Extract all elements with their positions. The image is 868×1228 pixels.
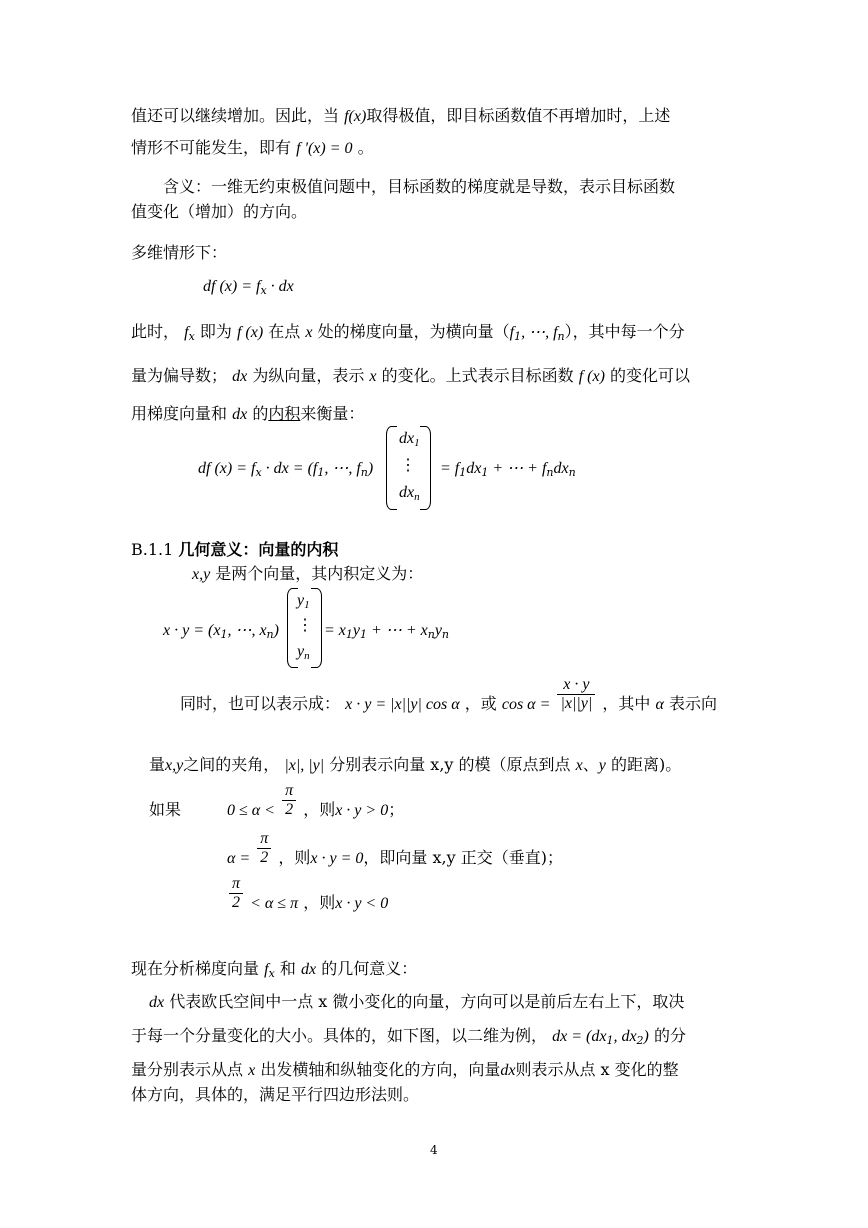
text: 值变化（增加）的方向。 <box>131 202 308 221</box>
text: ，其中 <box>602 694 651 713</box>
math: = f <box>440 460 460 477</box>
math: · dx = (f <box>261 460 318 477</box>
math: |x|, |y| <box>284 757 325 774</box>
fraction <box>557 676 595 713</box>
text: 即为 <box>199 322 232 341</box>
math: dx <box>149 994 165 1011</box>
paragraph-line <box>131 202 307 222</box>
text: ），其中每一个分 <box>564 322 685 341</box>
math: , dx <box>613 1028 637 1045</box>
math-sub: 1 <box>317 466 325 479</box>
text: ，或 <box>464 694 497 713</box>
math: ) <box>367 460 374 477</box>
math: df (x) = f <box>198 460 256 477</box>
text: 。 <box>357 138 374 157</box>
numerator: x · y <box>557 676 595 695</box>
text: 表示向 <box>668 694 717 713</box>
paragraph-line <box>131 106 670 127</box>
math: · dx <box>266 278 294 295</box>
math: x · y = |x||y| cos α <box>345 696 460 713</box>
fraction <box>282 782 296 819</box>
math: dx <box>466 460 482 477</box>
math-sub: 1 <box>345 628 353 641</box>
math: dx = (dx <box>552 1028 607 1045</box>
math: f <box>509 324 515 341</box>
math-sub: n <box>266 628 274 641</box>
paragraph-line <box>131 138 374 159</box>
text: 的 <box>252 404 269 423</box>
equation-df <box>203 276 294 301</box>
paragraph-line <box>131 1060 679 1081</box>
math-sub: 1 <box>360 628 368 641</box>
left-bracket <box>386 426 397 510</box>
math-sub: 1 <box>220 628 228 641</box>
paragraph-line <box>192 564 423 585</box>
text: 则表示从点 x 变化的整 <box>515 1060 679 1079</box>
vector-entry <box>399 430 420 449</box>
section-heading <box>131 540 338 561</box>
text: 的距离)。 <box>610 755 682 774</box>
text: 量分别表示从点 <box>131 1060 244 1079</box>
text: 值还可以继续增加。因此，当 <box>131 106 340 125</box>
math-sub: x <box>268 967 275 980</box>
math: x <box>305 324 313 341</box>
text: 此时， <box>131 322 180 341</box>
math: = x <box>324 622 346 639</box>
equation-rhs <box>324 620 449 645</box>
text: 量为偏导数； <box>131 366 228 385</box>
paragraph-line <box>131 366 690 387</box>
text: 量 <box>149 755 166 774</box>
fraction <box>257 830 271 867</box>
math: cos α = <box>501 696 551 713</box>
text: 含义：一维无约束极值问题中，目标函数的梯度就是导数，表示目标函数 <box>163 177 676 196</box>
math: dx <box>500 1062 516 1079</box>
text: 出发横轴和纵轴变化的方向，向量 <box>260 1060 501 1079</box>
paragraph-line <box>131 959 417 984</box>
equation-lhs <box>198 458 373 483</box>
math-sub: n <box>568 466 576 479</box>
section-title: 几何意义：向量的内积 <box>178 542 339 559</box>
text: 是两个向量，其内积定义为： <box>215 564 424 583</box>
math: x · y > 0 <box>335 802 389 819</box>
math: dx <box>300 961 317 978</box>
math: + ⋯ + f <box>488 460 547 477</box>
math: f (x) <box>578 368 605 385</box>
text: 的分 <box>653 1026 686 1045</box>
math-sub: 1 <box>304 599 310 611</box>
numerator: π <box>229 875 243 894</box>
right-bracket <box>420 426 431 510</box>
math: , ⋯, f <box>521 324 558 341</box>
math: dx <box>232 368 248 385</box>
text: 来衡量： <box>300 404 365 423</box>
text: 分别表示向量 x,y 的模（原点到点 <box>329 755 571 774</box>
math-sub: 1 <box>514 330 522 343</box>
text: ； <box>388 800 405 819</box>
text: 和 <box>279 959 296 978</box>
math-sub: n <box>427 628 435 641</box>
paragraph-line <box>180 676 717 715</box>
equation-rhs <box>440 458 576 483</box>
math-sub: 1 <box>481 466 489 479</box>
paragraph-line <box>149 755 681 776</box>
math: f <box>264 961 269 978</box>
underlined-term: 内积 <box>268 404 301 423</box>
vector-entry <box>297 592 310 611</box>
math: dx <box>399 484 415 501</box>
vector-entry <box>297 643 310 662</box>
page-number: 4 <box>430 1143 438 1157</box>
text: 多维情形下： <box>131 243 228 262</box>
paragraph-line <box>149 992 684 1013</box>
math-sub: 2 <box>636 1034 644 1047</box>
math: α = <box>227 850 251 867</box>
math-sub: x <box>188 330 195 343</box>
math: x · y = (x <box>163 622 221 639</box>
math-sub: n <box>304 650 310 662</box>
section-number: B.1.1 <box>131 540 174 559</box>
math-sub: n <box>441 628 450 641</box>
case-1 <box>227 782 405 821</box>
text: ，则 <box>303 800 336 819</box>
math: x,y <box>165 757 184 774</box>
text: 、 <box>582 755 599 774</box>
math: x <box>369 368 377 385</box>
case-3 <box>227 875 389 914</box>
paragraph-line <box>131 1085 419 1105</box>
math: dx <box>232 406 248 423</box>
vector-dots: ⋮ <box>297 615 313 634</box>
text: 同时，也可以表示成： <box>180 694 341 713</box>
text: 于每一个分量变化的大小。具体的，如下图，以二维为例， <box>131 1026 548 1045</box>
paragraph-line <box>131 1026 686 1051</box>
paragraph-line <box>131 404 364 425</box>
math-sub: 1 <box>459 466 467 479</box>
math: , ⋯, x <box>227 622 267 639</box>
paragraph-line <box>131 243 227 263</box>
math: ) <box>273 622 279 639</box>
denominator: |x||y| <box>560 695 593 712</box>
math: df (x) = f <box>203 278 261 295</box>
math: f (x) <box>236 324 264 341</box>
fraction <box>229 875 243 912</box>
math-sub: n <box>414 491 420 503</box>
math: y <box>297 592 305 609</box>
vector-dots: ⋮ <box>400 455 416 474</box>
text: ，即向量 x,y 正交（垂直)； <box>363 848 563 867</box>
math: ) <box>643 1028 649 1045</box>
math: y <box>352 622 361 639</box>
text: 的几何意义： <box>321 959 418 978</box>
paragraph-line <box>163 177 675 197</box>
vector-entry <box>399 484 420 503</box>
denominator: 2 <box>232 894 240 911</box>
math-sub: n <box>360 466 368 479</box>
math-derivative-zero: f '(x) = 0 <box>296 140 353 157</box>
math-sub: 1 <box>414 437 420 449</box>
text: 的变化。上式表示目标函数 <box>381 366 574 385</box>
math: x,y <box>192 566 211 583</box>
math-sub: n <box>546 466 554 479</box>
math-sub: x <box>255 466 262 479</box>
numerator: π <box>257 830 271 849</box>
math-sub: x <box>260 284 267 297</box>
math-sub: n <box>557 330 565 343</box>
numerator: π <box>282 782 296 801</box>
text: 的变化可以 <box>610 366 691 385</box>
math-sub: 1 <box>606 1034 614 1047</box>
text: ，则 <box>278 848 311 867</box>
math: α <box>655 696 664 713</box>
math: y <box>434 622 442 639</box>
math: f <box>184 324 189 341</box>
math: y <box>297 643 305 660</box>
case-2 <box>227 830 563 869</box>
text: 之间的夹角， <box>183 755 280 774</box>
math: x · y = 0 <box>310 850 364 867</box>
math: 0 ≤ α < <box>227 802 275 819</box>
text: 体方向，具体的，满足平行四边形法则。 <box>131 1085 420 1104</box>
math: x <box>575 757 583 774</box>
math-fx: f(x) <box>344 108 367 125</box>
math: dx <box>553 460 569 477</box>
text: 处的梯度向量，为横向量（ <box>317 322 510 341</box>
text: ，则 <box>303 893 336 912</box>
text: 现在分析梯度向量 <box>131 959 260 978</box>
right-bracket <box>311 588 322 668</box>
math: x <box>248 1062 256 1079</box>
text: 为纵向量，表示 <box>252 366 365 385</box>
text: 代表欧氏空间中一点 x 微小变化的向量，方向可以是前后左右上下，取决 <box>169 992 685 1011</box>
text: 取得极值，即目标函数值不再增加时，上述 <box>366 106 671 125</box>
math: < α ≤ π <box>250 895 299 912</box>
math: , ⋯, f <box>324 460 361 477</box>
text: 在点 <box>268 322 301 341</box>
text: 情形不可能发生，即有 <box>131 138 292 157</box>
math: + ⋯ + x <box>367 622 428 639</box>
math: dx <box>399 430 415 447</box>
denominator: 2 <box>285 801 294 818</box>
equation-lhs <box>163 620 279 645</box>
cases-label: 如果 <box>149 800 182 819</box>
denominator: 2 <box>260 849 269 866</box>
text: 用梯度向量和 <box>131 404 228 423</box>
math: x · y < 0 <box>335 895 389 912</box>
math: y <box>598 757 606 774</box>
paragraph-line <box>131 322 685 347</box>
